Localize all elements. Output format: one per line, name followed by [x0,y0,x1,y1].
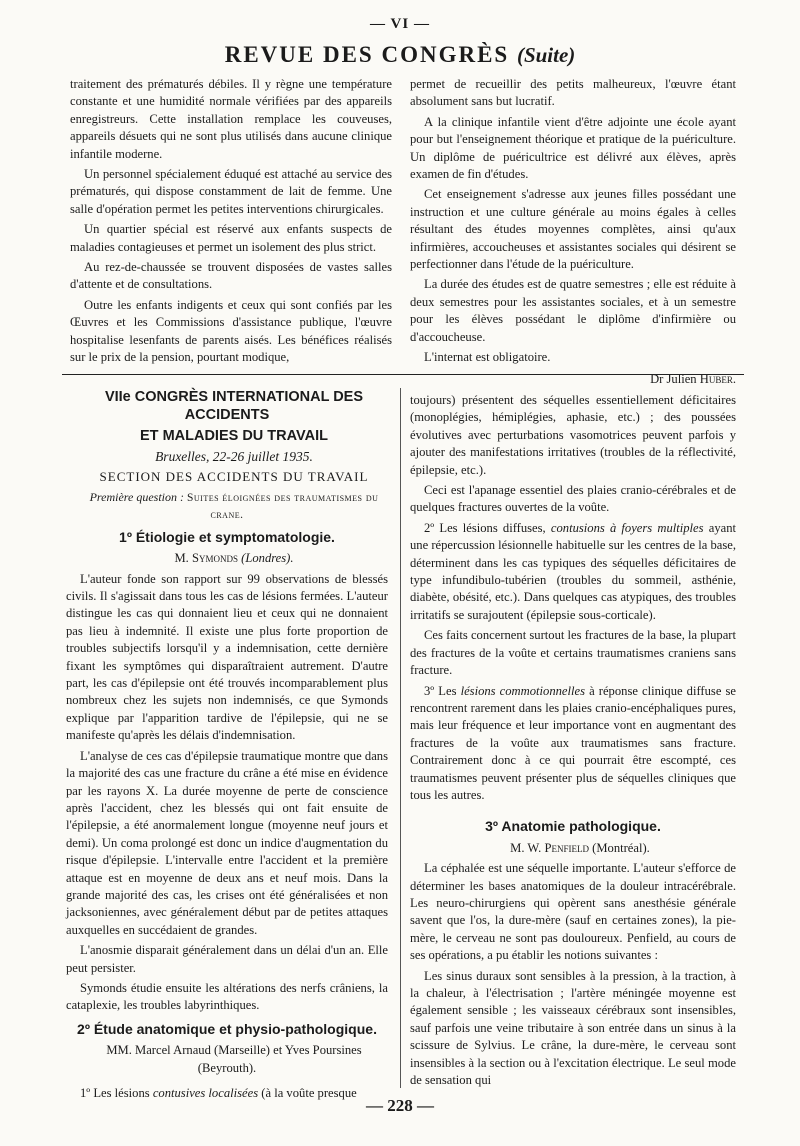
roman-page-number: — VI — [370,16,430,32]
congress-title-line1: VIIe CONGRÈS INTERNATIONAL DES ACCIDENTS [104,389,364,423]
para-rest: (à la voûte presque [261,1086,357,1100]
paragraph: La durée des études est de quatre semestres ; elle est réduite à deux semestres pour les assistantes sociales, et à un semestre pour les élèves possédant le diplôme d'infirmière ou d'accoucheuse. [410,277,736,344]
paragraph: L'analyse de ces cas d'épilepsie traumatique montre que dans la majorité des cas une fracture du crâne a été mise en évidence par les rayons X. La durée moyenne de perte de conscience après l'accident, chez les blessés qui ont fait ensuite de l'épilepsie, a été anormalement longue (moyenne neuf jours et demi). Un coma prolongé est donc un indice d'augmentation du risque d'épilepsie. L'intervalle entre l'accident et la première attaque est en moyenne de deux ans et neuf mois. Dans la grande majorité des cas, les crises ont été généralisées et non jacksoniennes, avec généralement début par de petites attaques auxquelles en succédaient de grandes. [66,748,388,937]
bottom-left-column [66,388,388,1105]
author-place: (Londres). [241,551,294,566]
running-head-suite: (Suite) [516,43,576,67]
author-prefix: M. W. [510,840,542,855]
para-rest: à réponse clinique diffuse se rencontrent rarement dans les plaies cranio-encéphaliques pures, mais leur fréquence et leur importance vont en augmentant des fractures de la voûte aux traumatismes sans fracture. Contrairement donc à ce qui pourrait être escompté, ces traumatismes peuvent présenter plus de séquelles cliniques que tous les autres. [410,683,736,802]
running-head-title: REVUE DES CONGRÈS [224,42,510,67]
paragraph: Au rez-de-chaussée se trouvent disposées de vastes salles d'attente et de consultations. [70,260,392,292]
authors-line1: MM. Marcel Arnaud (Marseille) et Yves Poursines [106,1043,362,1058]
paragraph [410,683,736,805]
paragraph: Ces faits concernent surtout les fractures de la base, la plupart des fractures de la voûte et certains traumatismes craniens sans fracture. [410,628,736,678]
section-divider [62,374,744,375]
paragraph: Un quartier spécial est réservé aux enfants suspects de maladies contagieuses et permet un isolement des plus strict. [70,222,392,254]
page-number: — 228 — [366,1096,434,1115]
signature-prefix: Dr Julien [650,371,697,386]
bottom-right-column [410,392,736,1092]
top-right-column [410,76,736,388]
para-italic: contusions à foyers multiples [550,520,704,535]
congress-date: Bruxelles, 22-26 juillet 1935. [155,449,313,464]
section2-heading: 2º Étude anatomique et physio-pathologique. [77,1020,377,1037]
authors-line2: (Beyrouth). [197,1060,257,1075]
paragraph: A la clinique infantile vient d'être adjointe une école ayant pour but l'enseignement théorique et pratique de la puériculture. Un diplôme de puéricultrice est délivré aux élèves, après examen de fin d'études. [410,114,736,182]
question-text: Suites éloignées des traumatismes du crane. [186,491,379,521]
section2-authors [66,1042,388,1077]
paragraph [410,520,736,624]
paragraph: L'auteur fonde son rapport sur 99 observations de blessés civils. Il s'agissait dans tous les cas de lésions fermées. L'auteur distingue les cas qui donnaient lieu et ceux qui ne donnaient pas lieu à indemnité. Il existe une plus forte proportion de troubles subjectifs lorsqu'il y a indemnisation, cette dernière fixant les symptômes qui disparaîtraient autrement. D'autre part, les cas d'épilepsie ont été trouvés incomparablement plus nombreux chez les sujets non indemnisés, ce que Symonds explique par l'apparition tardive de l'épilepsie, qui ne se manifeste qu'après les délais d'indemnisation. [66,571,388,743]
section1-author [66,550,388,567]
author-name: Symonds [191,551,238,566]
section-name: SECTION DES ACCIDENTS DU TRAVAIL [99,469,369,485]
paragraph: L'internat est obligatoire. [424,350,551,365]
author-place: (Montréal). [592,840,650,855]
paragraph: Cet enseignement s'adresse aux jeunes filles possédant une instruction et une culture générale au moins égales à celles résultant des études moyennes complètes, ainsi qu'aux infirmières, accoucheuses et assistantes sociales qui désirent se perfectionner dans l'étude de la puériculture. [410,187,736,272]
congress-title-line2: ET MALADIES DU TRAVAIL [140,428,328,444]
para-lead: 2º Les lésions diffuses, [424,520,546,535]
para-italic: contusives localisées [152,1086,259,1100]
para-lead: 1º Les lésions [80,1086,150,1100]
paragraph: L'anosmie disparait généralement dans un délai d'un an. Elle peut persister. [66,943,388,975]
paragraph: traitement des prématurés débiles. Il y règne une température constante et une humidité normale vérifiées par des appareils enregistreurs. Cette installation remplace les couveuses, appareils désuets qui ne sont plus utilisés dans aucune clinique infantile moderne. [70,77,392,161]
paragraph: toujours) présentent des séquelles essentiellement déficitaires (monoplégies, hémiplégies, aphasie, etc.) ; des poussées évolutives avec perturbations vasomotrices peuvent parfois y ajouter des manifestations irritatives (troubles de la réflectivité, épilepsie, etc.). [410,393,736,477]
para-rest: ayant une répercussion lésionnelle habituelle sur les centres de la base, déterminent dans les cas typiques des séquelles déficitaires de type infundibulo-tubérien (troubles du sommeil, asthénie, diabète, obésité, etc.). Dans quelques cas atypiques, des troubles irritatifs se surajoutent (épilepsie sous-corticale). [410,520,737,622]
paragraph: Outre les enfants indigents et ceux qui sont confiés par les Œuvres et les Commissions d'assistance publique, l'œuvre hospitalise lesenfants de parents aisés. Les bénéfices réalisés sur le prix de la pension, pourtant modique, [70,297,392,365]
question [66,489,388,523]
paragraph: Ceci est l'apanage essentiel des plaies cranio-cérébrales et de quelques fractures ouvertes de la voûte. [410,483,736,515]
paragraph: permet de recueillir des petits malheureux, l'œuvre étant absolument sans but lucratif. [410,77,736,109]
question-label: Première question : [89,489,184,504]
running-head [0,42,800,68]
column-divider [400,388,401,1088]
section3-author [410,840,736,857]
author-prefix: M. [174,551,189,566]
paragraph: Les sinus duraux sont sensibles à la pression, à la traction, à la chaleur, à l'électrisation ; l'artère méningée moyenne est également sensible ; les vaisseaux cérébraux sont insensibles, sauf parfois une veine tributaire à son entrée dans un sinus à la scissure de Sylvius. Le crâne, la dure-mère, le cerveau sont insensibles à la section ou à l'excitation électrique. Le seul mode de sensation qui [410,968,736,1088]
para-lead: 3º Les [424,683,457,698]
paragraph: La céphalée est une séquelle importante. L'auteur s'efforce de déterminer les bases anatomiques de la douleur intracérébrale. Les neuro-chirurgiens qui opèrent sans anesthésie générale savent que l'os, la dure-mère (sauf en certaines zones), la pie-mère, le cerveau ne sont pas douloureux. Penfield, au cours de ses opérations, a pu établir les notions suivantes : [410,861,736,963]
section1-heading: 1º Étiologie et symptomatologie. [119,528,335,545]
paragraph: Un personnel spécialement éduqué est attaché au service des prématurés, qui dispose constamment de lait de femme. Une salle d'opération permet les petites interventions chirurgicales. [70,167,392,216]
para-italic: lésions commotionnelles [460,683,585,698]
section3-heading: 3º Anatomie pathologique. [485,818,661,835]
paragraph: Symonds étudie ensuite les altérations des nerfs crâniens, la cataplexie, les troubles labyrinthiques. [66,980,388,1013]
top-left-column [70,76,392,370]
author-name: Penfield [544,840,589,855]
signature-name: Huber. [699,371,736,386]
